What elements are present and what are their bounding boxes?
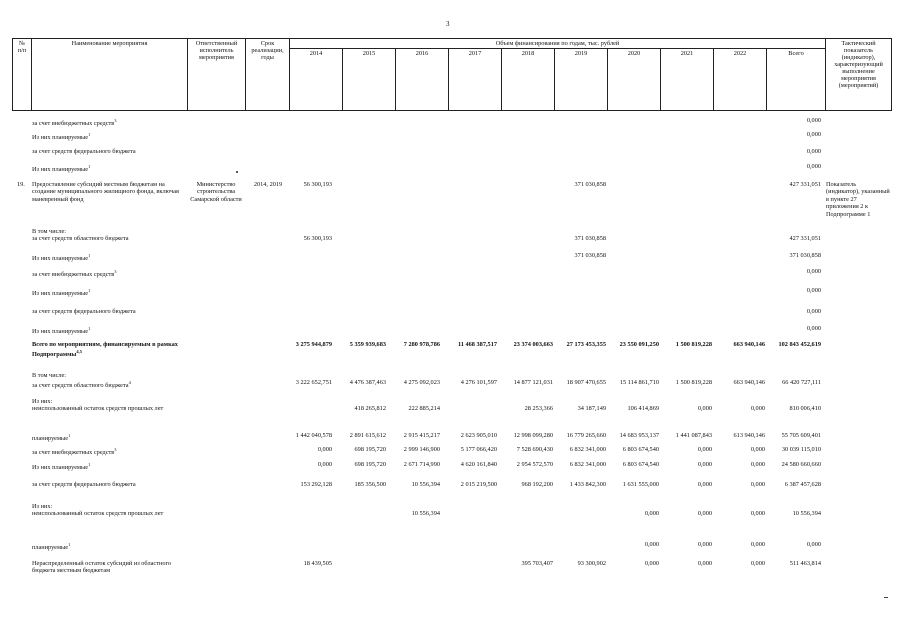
row-label-text: планируемые — [32, 544, 68, 551]
cell-value: 1 500 819,228 — [675, 341, 712, 348]
cell-value: 1 441 087,843 — [675, 432, 712, 439]
cell-value: 418 265,812 — [354, 405, 386, 412]
row-label — [32, 131, 184, 141]
row-label — [32, 446, 184, 456]
cell-value: 395 703,407 — [521, 560, 553, 567]
footnote-mark: 1 — [88, 132, 91, 137]
cell-value: 14 683 953,137 — [619, 432, 659, 439]
cell-value: 0,000 — [750, 461, 765, 468]
row-label-text: Всего по мероприятиям, финансируемым в рамках Подпрограммы — [32, 341, 178, 359]
cell-value: 1 631 555,000 — [622, 481, 659, 488]
header-responsible: Ответственный исполнитель мероприятия — [188, 39, 246, 111]
row-label — [32, 117, 184, 127]
header-year: 2020 — [608, 49, 661, 111]
row-label — [32, 503, 184, 518]
row-label-text: Из них планируемые — [32, 328, 89, 335]
scan-dot — [236, 171, 238, 173]
cell-total: 0,000 — [806, 268, 821, 275]
cell-value: 698 195,720 — [354, 461, 386, 468]
header-year-total: Всего — [767, 49, 826, 111]
cell-value: 2 915 415,217 — [403, 432, 440, 439]
cell-value: 0,000 — [317, 461, 332, 468]
row-label — [32, 308, 184, 315]
footnote-mark: 1 — [88, 164, 91, 169]
row-label-text: В том числе: за счет средств областного бюджета — [32, 372, 129, 390]
cell-value: 27 173 453,355 — [566, 341, 606, 348]
cell-total: 102 843 452,619 — [778, 341, 821, 348]
cell-total: 0,000 — [806, 287, 821, 294]
header-num: № п/п — [13, 39, 32, 111]
row-indicator: Показатель (индикатор), указанный в пункте 27 приложения 2 к Подпрограмме 1 — [826, 181, 890, 218]
cell-total: 0,000 — [806, 131, 821, 138]
row-label — [32, 560, 184, 575]
row-label-text: за счет внебюджетных средств — [32, 449, 115, 456]
cell-value: 5 177 066,420 — [460, 446, 497, 453]
cell-value: 4 275 092,023 — [403, 379, 440, 386]
cell-value: 6 803 674,540 — [622, 446, 659, 453]
header-term: Срок реализации, годы — [246, 39, 290, 111]
row-label-text: Из них планируемые — [32, 255, 89, 262]
row-label — [32, 481, 184, 488]
cell-value: 3 222 652,751 — [295, 379, 332, 386]
row-label — [32, 461, 184, 471]
cell-value: 0,000 — [697, 560, 712, 567]
cell-value: 2 015 219,500 — [460, 481, 497, 488]
header-year: 2015 — [343, 49, 396, 111]
header-year: 2018 — [502, 49, 555, 111]
header-year: 2014 — [290, 49, 343, 111]
cell-value: 56 300,193 — [303, 235, 332, 242]
cell-value: 0,000 — [317, 446, 332, 453]
header-year: 2016 — [396, 49, 449, 111]
cell-value: 106 414,869 — [627, 405, 659, 412]
header-year: 2021 — [661, 49, 714, 111]
cell-value: 0,000 — [750, 481, 765, 488]
cell-value: 968 192,200 — [521, 481, 553, 488]
cell-value: 371 030,858 — [574, 252, 606, 259]
footnote-mark: 1 — [88, 253, 91, 258]
cell-value: 56 300,193 — [303, 181, 332, 188]
cell-value: 34 187,149 — [577, 405, 606, 412]
cell-total: 0,000 — [806, 308, 821, 315]
cell-total: 24 580 660,660 — [781, 461, 821, 468]
cell-total: 0,000 — [806, 325, 821, 332]
cell-value: 18 439,505 — [303, 560, 332, 567]
cell-value: 7 280 978,786 — [403, 341, 440, 348]
cell-value: 0,000 — [697, 541, 712, 548]
cell-value: 0,000 — [644, 541, 659, 548]
header-year: 2022 — [714, 49, 767, 111]
cell-value: 185 356,500 — [354, 481, 386, 488]
cell-value: 4 476 387,463 — [349, 379, 386, 386]
cell-value: 1 433 842,300 — [569, 481, 606, 488]
cell-total: 66 420 727,111 — [782, 379, 821, 386]
row-label-text: планируемые — [32, 435, 68, 442]
row-label-text: Предоставление субсидий местным бюджетам на создание муниципального жилищного фонда, включая маневренный фонд — [32, 181, 179, 203]
cell-value: 663 940,146 — [733, 379, 765, 386]
row-term: 2014, 2019 — [253, 181, 283, 188]
footnote-mark: 1 — [67, 433, 71, 438]
cell-value: 3 275 944,879 — [295, 341, 332, 348]
cell-value: 10 556,394 — [411, 510, 440, 517]
cell-value: 0,000 — [750, 405, 765, 412]
cell-value: 0,000 — [750, 541, 765, 548]
cell-value: 2 999 146,900 — [403, 446, 440, 453]
footnote-mark: 3 — [114, 269, 117, 274]
row-label-text: Нераспределенный остаток субсидий из областного бюджета местным бюджетам — [32, 560, 172, 575]
cell-value: 23 550 091,250 — [619, 341, 659, 348]
cell-value: 153 292,128 — [300, 481, 332, 488]
footnote-mark: 3 — [114, 447, 117, 452]
cell-value: 0,000 — [750, 560, 765, 567]
cell-value: 0,000 — [750, 446, 765, 453]
row-label — [32, 287, 184, 297]
cell-value: 16 779 265,660 — [566, 432, 606, 439]
row-label-text: Из них планируемые — [32, 134, 89, 141]
cell-total: 55 705 609,401 — [781, 432, 821, 439]
row-label — [32, 325, 184, 335]
row-label — [32, 228, 184, 243]
cell-total: 30 039 115,010 — [781, 446, 821, 453]
cell-value: 0,000 — [750, 510, 765, 517]
row-label-text: Из них планируемые — [32, 166, 89, 173]
cell-value: 10 556,394 — [411, 481, 440, 488]
row-label — [32, 541, 184, 551]
row-label — [32, 181, 184, 203]
footnote-mark: 1 — [88, 288, 91, 293]
row-label — [32, 148, 184, 155]
header-name: Наименование мероприятия — [32, 39, 188, 111]
cell-value: 15 114 861,710 — [619, 379, 659, 386]
cell-value: 663 940,146 — [733, 341, 765, 348]
row-number: 19. — [17, 181, 25, 188]
cell-value: 28 253,366 — [524, 405, 553, 412]
row-label — [32, 268, 184, 278]
cell-value: 18 907 470,655 — [566, 379, 606, 386]
cell-value: 698 195,720 — [354, 446, 386, 453]
cell-value: 222 885,214 — [408, 405, 440, 412]
cell-value: 371 030,858 — [574, 235, 606, 242]
row-responsible: Министерство строительства Самарской области — [190, 181, 242, 203]
cell-value: 6 832 341,000 — [569, 461, 606, 468]
cell-total: 810 006,410 — [789, 405, 821, 412]
cell-value: 0,000 — [697, 446, 712, 453]
cell-value: 6 832 341,000 — [569, 446, 606, 453]
row-label — [32, 341, 184, 359]
cell-value: 0,000 — [697, 461, 712, 468]
row-label-text: Из них планируемые — [32, 290, 89, 297]
cell-value: 2 623 905,010 — [460, 432, 497, 439]
cell-total: 427 331,051 — [789, 181, 821, 188]
row-label-text: за счет средств федерального бюджета — [32, 481, 136, 488]
cell-value: 11 468 387,517 — [457, 341, 497, 348]
cell-total: 0,000 — [806, 163, 821, 170]
row-label-text: за счет внебюджетных средств — [32, 271, 115, 278]
cell-value: 14 877 121,031 — [513, 379, 553, 386]
cell-value: 371 030,858 — [574, 181, 606, 188]
footnote-mark: 1 — [88, 326, 91, 331]
cell-value: 2 671 714,990 — [403, 461, 440, 468]
row-label — [32, 252, 184, 262]
row-label — [32, 432, 184, 442]
cell-value: 6 803 674,540 — [622, 461, 659, 468]
row-label — [32, 163, 184, 173]
cell-total: 427 331,051 — [789, 235, 821, 242]
row-label-text: Из них: неиспользованный остаток средств прошлых лет — [32, 398, 164, 413]
cell-value: 2 891 615,612 — [349, 432, 386, 439]
cell-value: 0,000 — [697, 481, 712, 488]
row-label-text: Из них планируемые — [32, 464, 89, 471]
cell-value: 613 940,146 — [733, 432, 765, 439]
cell-value: 23 374 003,663 — [513, 341, 553, 348]
footnote-mark: 1 — [88, 462, 91, 467]
cell-value: 0,000 — [644, 560, 659, 567]
cell-value: 12 998 099,280 — [513, 432, 553, 439]
header-indicator: Тактический показатель (индикатор), характеризующий выполнение мероприятия (мероприятий) — [826, 39, 892, 111]
header-year: 2019 — [555, 49, 608, 111]
cell-total: 10 556,394 — [792, 510, 821, 517]
header-year: 2017 — [449, 49, 502, 111]
cell-total: 6 387 457,628 — [784, 481, 821, 488]
cell-value: 1 500 819,228 — [675, 379, 712, 386]
cell-value: 5 359 939,683 — [349, 341, 386, 348]
row-label-text: В том числе: за счет средств областного бюджета — [32, 228, 129, 243]
cell-value: 93 300,902 — [577, 560, 606, 567]
header-funding: Объем финансирования по годам, тыс. рублей — [290, 39, 826, 49]
footnote-mark: 1 — [67, 542, 71, 547]
row-label-text: за счет внебюджетных средств — [32, 120, 115, 127]
footnote-mark: 4,5 — [76, 349, 82, 355]
row-label-text: за счет средств федерального бюджета — [32, 308, 136, 315]
cell-total: 0,000 — [806, 541, 821, 548]
cell-total: 0,000 — [806, 148, 821, 155]
scan-mark — [884, 597, 888, 598]
row-label — [32, 398, 184, 413]
row-label-text: Из них: неиспользованный остаток средств прошлых лет — [32, 503, 164, 518]
cell-value: 4 620 161,840 — [460, 461, 497, 468]
cell-value: 4 276 101,597 — [460, 379, 497, 386]
cell-value: 0,000 — [697, 405, 712, 412]
cell-value: 0,000 — [644, 510, 659, 517]
page-number: 3 — [446, 20, 450, 28]
cell-total: 371 030,858 — [789, 252, 821, 259]
cell-total: 511 463,814 — [789, 560, 821, 567]
footnote-mark: 4 — [128, 380, 131, 386]
row-label — [32, 372, 184, 390]
cell-value: 7 528 690,430 — [516, 446, 553, 453]
footnote-mark: 3 — [114, 118, 117, 123]
cell-total: 0,000 — [806, 117, 821, 124]
cell-value: 2 954 572,570 — [516, 461, 553, 468]
cell-value: 1 442 040,578 — [295, 432, 332, 439]
cell-value: 0,000 — [697, 510, 712, 517]
row-label-text: за счет средств федерального бюджета — [32, 148, 136, 155]
